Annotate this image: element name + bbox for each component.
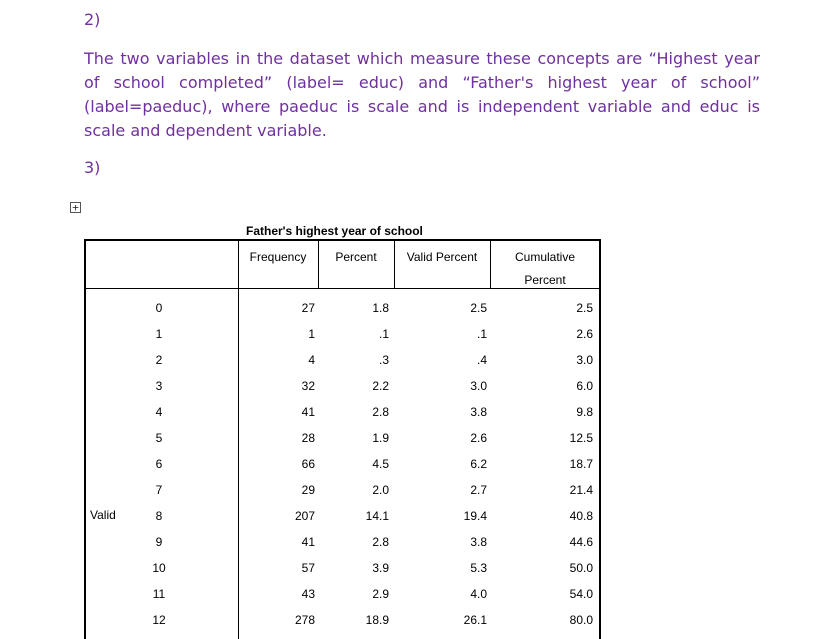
cell-valid-percent: 5.3 bbox=[470, 561, 487, 575]
row-value: 6 bbox=[155, 457, 163, 471]
cell-valid-percent: 6.2 bbox=[470, 457, 487, 471]
cell-cumulative-percent: 40.8 bbox=[569, 509, 593, 523]
cell-frequency: 28 bbox=[301, 431, 315, 445]
row-value: 0 bbox=[155, 301, 163, 315]
cell-percent: 2.8 bbox=[372, 405, 389, 419]
cell-frequency: 1 bbox=[308, 327, 315, 341]
cell-valid-percent: .1 bbox=[476, 327, 487, 341]
col-header-cumulative-line2: Percent bbox=[524, 273, 566, 287]
cell-valid-percent: 26.1 bbox=[463, 613, 487, 627]
cell-cumulative-percent: 80.0 bbox=[569, 613, 593, 627]
row-value: 5 bbox=[155, 431, 163, 445]
cell-valid-percent: 2.7 bbox=[470, 483, 487, 497]
cell-valid-percent: 2.6 bbox=[470, 431, 487, 445]
cell-cumulative-percent: 21.4 bbox=[569, 483, 593, 497]
cell-valid-percent: 4.0 bbox=[470, 587, 487, 601]
cell-percent: 2.2 bbox=[372, 379, 389, 393]
col-header-frequency: Frequency bbox=[249, 250, 307, 264]
cell-frequency: 207 bbox=[294, 509, 315, 523]
col-header-cumulative-percent bbox=[490, 239, 600, 289]
cell-frequency: 32 bbox=[301, 379, 315, 393]
cell-valid-percent: .4 bbox=[476, 353, 487, 367]
cell-percent: 2.0 bbox=[372, 483, 389, 497]
cell-frequency: 29 bbox=[301, 483, 315, 497]
cell-cumulative-percent: 44.6 bbox=[569, 535, 593, 549]
cell-frequency: 43 bbox=[301, 587, 315, 601]
row-value: 9 bbox=[155, 535, 163, 549]
row-value: 3 bbox=[155, 379, 163, 393]
cell-valid-percent: 3.8 bbox=[470, 535, 487, 549]
header-separator bbox=[84, 288, 600, 289]
header-divider-2 bbox=[394, 239, 395, 289]
cell-frequency: 278 bbox=[294, 613, 315, 627]
row-value: 10 bbox=[152, 561, 166, 575]
cell-percent: 14.1 bbox=[365, 509, 389, 523]
cell-frequency: 27 bbox=[301, 301, 315, 315]
table-right-border bbox=[599, 239, 601, 639]
col-header-valid-percent: Valid Percent bbox=[406, 250, 478, 264]
cell-frequency: 41 bbox=[301, 405, 315, 419]
cell-valid-percent: 2.5 bbox=[470, 301, 487, 315]
row-value: 12 bbox=[152, 613, 166, 627]
cell-cumulative-percent: 2.5 bbox=[576, 301, 593, 315]
cell-valid-percent: 19.4 bbox=[463, 509, 487, 523]
row-value: 2 bbox=[155, 353, 163, 367]
row-value: 4 bbox=[155, 405, 163, 419]
col-header-percent: Percent bbox=[335, 250, 377, 264]
cell-cumulative-percent: 18.7 bbox=[569, 457, 593, 471]
cell-cumulative-percent: 12.5 bbox=[569, 431, 593, 445]
cell-percent: 1.9 bbox=[372, 431, 389, 445]
cell-percent: 3.9 bbox=[372, 561, 389, 575]
cell-valid-percent: 3.8 bbox=[470, 405, 487, 419]
row-value: 11 bbox=[152, 587, 166, 601]
cell-frequency: 57 bbox=[301, 561, 315, 575]
cell-percent: 2.9 bbox=[372, 587, 389, 601]
cell-percent: 2.8 bbox=[372, 535, 389, 549]
cell-frequency: 4 bbox=[308, 353, 315, 367]
section-heading-3: 3) bbox=[84, 158, 101, 177]
cell-percent: 1.8 bbox=[372, 301, 389, 315]
table-left-border bbox=[84, 239, 86, 639]
row-value: 1 bbox=[155, 327, 163, 341]
cell-cumulative-percent: 54.0 bbox=[569, 587, 593, 601]
cell-cumulative-percent: 9.8 bbox=[576, 405, 593, 419]
header-divider-3 bbox=[490, 239, 491, 289]
cell-percent: 18.9 bbox=[365, 613, 389, 627]
stub-divider bbox=[238, 239, 239, 639]
cell-percent: .3 bbox=[378, 353, 389, 367]
row-value: 8 bbox=[155, 509, 163, 523]
table-top-border bbox=[84, 239, 600, 241]
cell-frequency: 66 bbox=[301, 457, 315, 471]
header-divider-1 bbox=[318, 239, 319, 289]
cell-cumulative-percent: 50.0 bbox=[569, 561, 593, 575]
cell-percent: .1 bbox=[378, 327, 389, 341]
body-paragraph: The two variables in the dataset which measure these concepts are “Highest year of school completed” (label= educ) and “Father's highest year of school” (label=paeduc), where paeduc is scale and is independent variable and educ is scale and dependent variable. bbox=[84, 49, 760, 140]
cell-frequency: 41 bbox=[301, 535, 315, 549]
cell-valid-percent: 3.0 bbox=[470, 379, 487, 393]
group-label-valid: Valid bbox=[90, 508, 116, 522]
cell-cumulative-percent: 6.0 bbox=[576, 379, 593, 393]
cell-cumulative-percent: 3.0 bbox=[576, 353, 593, 367]
expand-icon[interactable]: + bbox=[70, 202, 81, 213]
col-header-cumulative-line1: Cumulative bbox=[514, 250, 576, 264]
row-value: 7 bbox=[155, 483, 163, 497]
table-title: Father's highest year of school bbox=[246, 224, 423, 238]
section-heading-2: 2) bbox=[84, 10, 101, 29]
cell-percent: 4.5 bbox=[372, 457, 389, 471]
cell-cumulative-percent: 2.6 bbox=[576, 327, 593, 341]
